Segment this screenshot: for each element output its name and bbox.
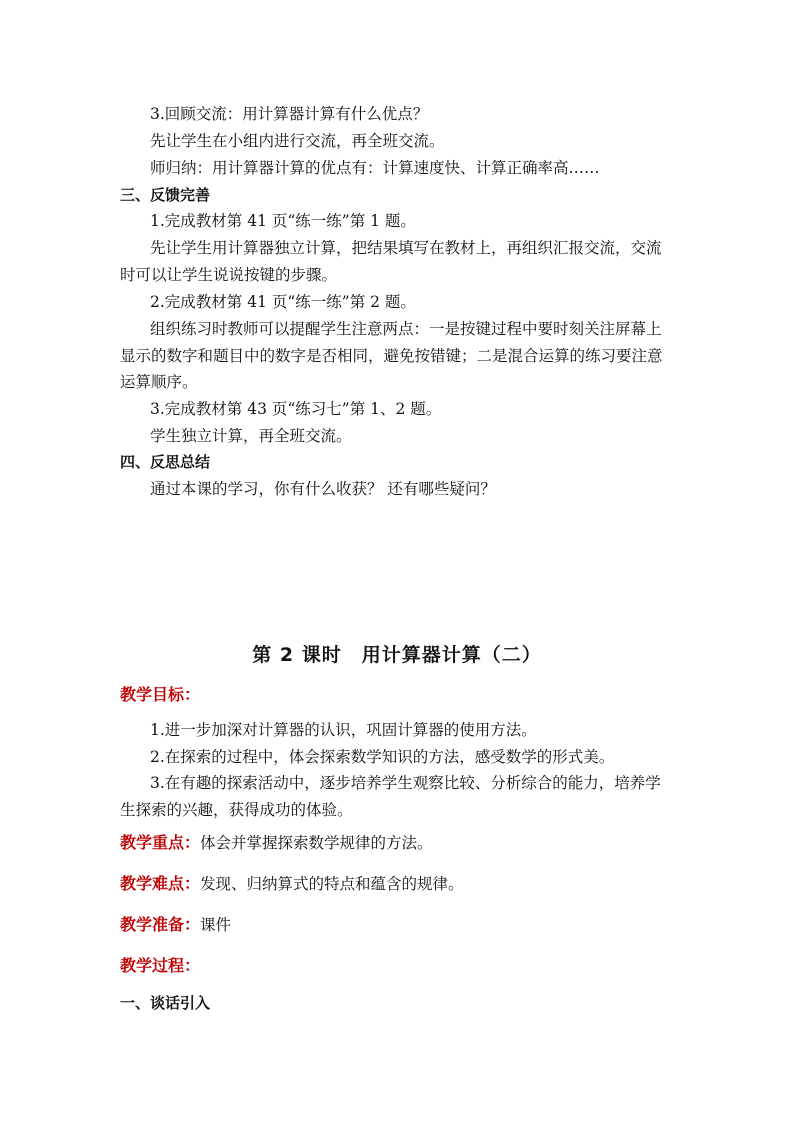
line-ex2-desc-c: 运算顺序。 [120, 373, 198, 391]
line-ex2-desc-a: 组织练习时教师可以提醒学生注意两点：一是按键过程中要时刻关注屏幕上 [150, 320, 662, 338]
section-heading-reflect: 四、反思总结 [120, 453, 211, 471]
process-label: 教学过程： [120, 956, 201, 975]
difficulty-label: 教学难点： [120, 874, 201, 893]
key-point-line [120, 833, 433, 853]
line-reflect: 通过本课的学习，你有什么收获？ 还有哪些疑问？ [150, 480, 496, 498]
section-heading-intro: 一、谈话引入 [120, 994, 211, 1012]
line-ex1-desc-a: 先让学生用计算器独立计算，把结果填写在教材上，再组织汇报交流，交流 [150, 239, 662, 257]
prep-line [120, 915, 231, 935]
prep-text: 课件 [200, 916, 232, 934]
key-label: 教学重点： [120, 833, 201, 852]
goals-label: 教学目标： [120, 685, 201, 704]
line-ex3-desc: 学生独立计算，再全班交流。 [150, 427, 352, 445]
line-review-summary: 师归纳：用计算器计算的优点有：计算速度快、计算正确率高…… [150, 159, 600, 177]
line-goal3b: 生探索的兴趣，获得成功的体验。 [120, 801, 353, 819]
lesson-title: 第 2 课时 用计算器计算（二） [252, 644, 542, 666]
line-review-q: 3.回顾交流：用计算器计算有什么优点？ [150, 105, 429, 123]
line-ex2: 2.完成教材第 41 页“练一练”第 2 题。 [150, 293, 416, 311]
line-ex3: 3.完成教材第 43 页“练习七”第 1、2 题。 [150, 400, 442, 418]
difficulty-text: 发现、归纳算式的特点和蕴含的规律。 [200, 875, 464, 893]
line-goal3a: 3.在有趣的探索活动中，逐步培养学生观察比较、分析综合的能力，培养学 [150, 774, 661, 792]
section-heading-feedback: 三、反馈完善 [120, 186, 211, 204]
line-ex2-desc-b: 显示的数字和题目中的数字是否相同，避免按错键；二是混合运算的练习要注意 [120, 347, 663, 365]
line-ex1-desc-b: 时可以让学生说说按键的步骤。 [120, 266, 338, 284]
key-text: 体会并掌握探索数学规律的方法。 [200, 834, 433, 852]
line-ex1: 1.完成教材第 41 页“练一练”第 1 题。 [150, 212, 416, 230]
line-goal2: 2.在探索的过程中，体会探索数学知识的方法，感受数学的形式美。 [150, 748, 615, 766]
line-review-discuss: 先让学生在小组内进行交流，再全班交流。 [150, 132, 445, 150]
difficulty-line [120, 874, 464, 894]
line-goal1: 1.进一步加深对计算器的认识，巩固计算器的使用方法。 [150, 721, 537, 739]
prep-label: 教学准备： [120, 915, 201, 934]
